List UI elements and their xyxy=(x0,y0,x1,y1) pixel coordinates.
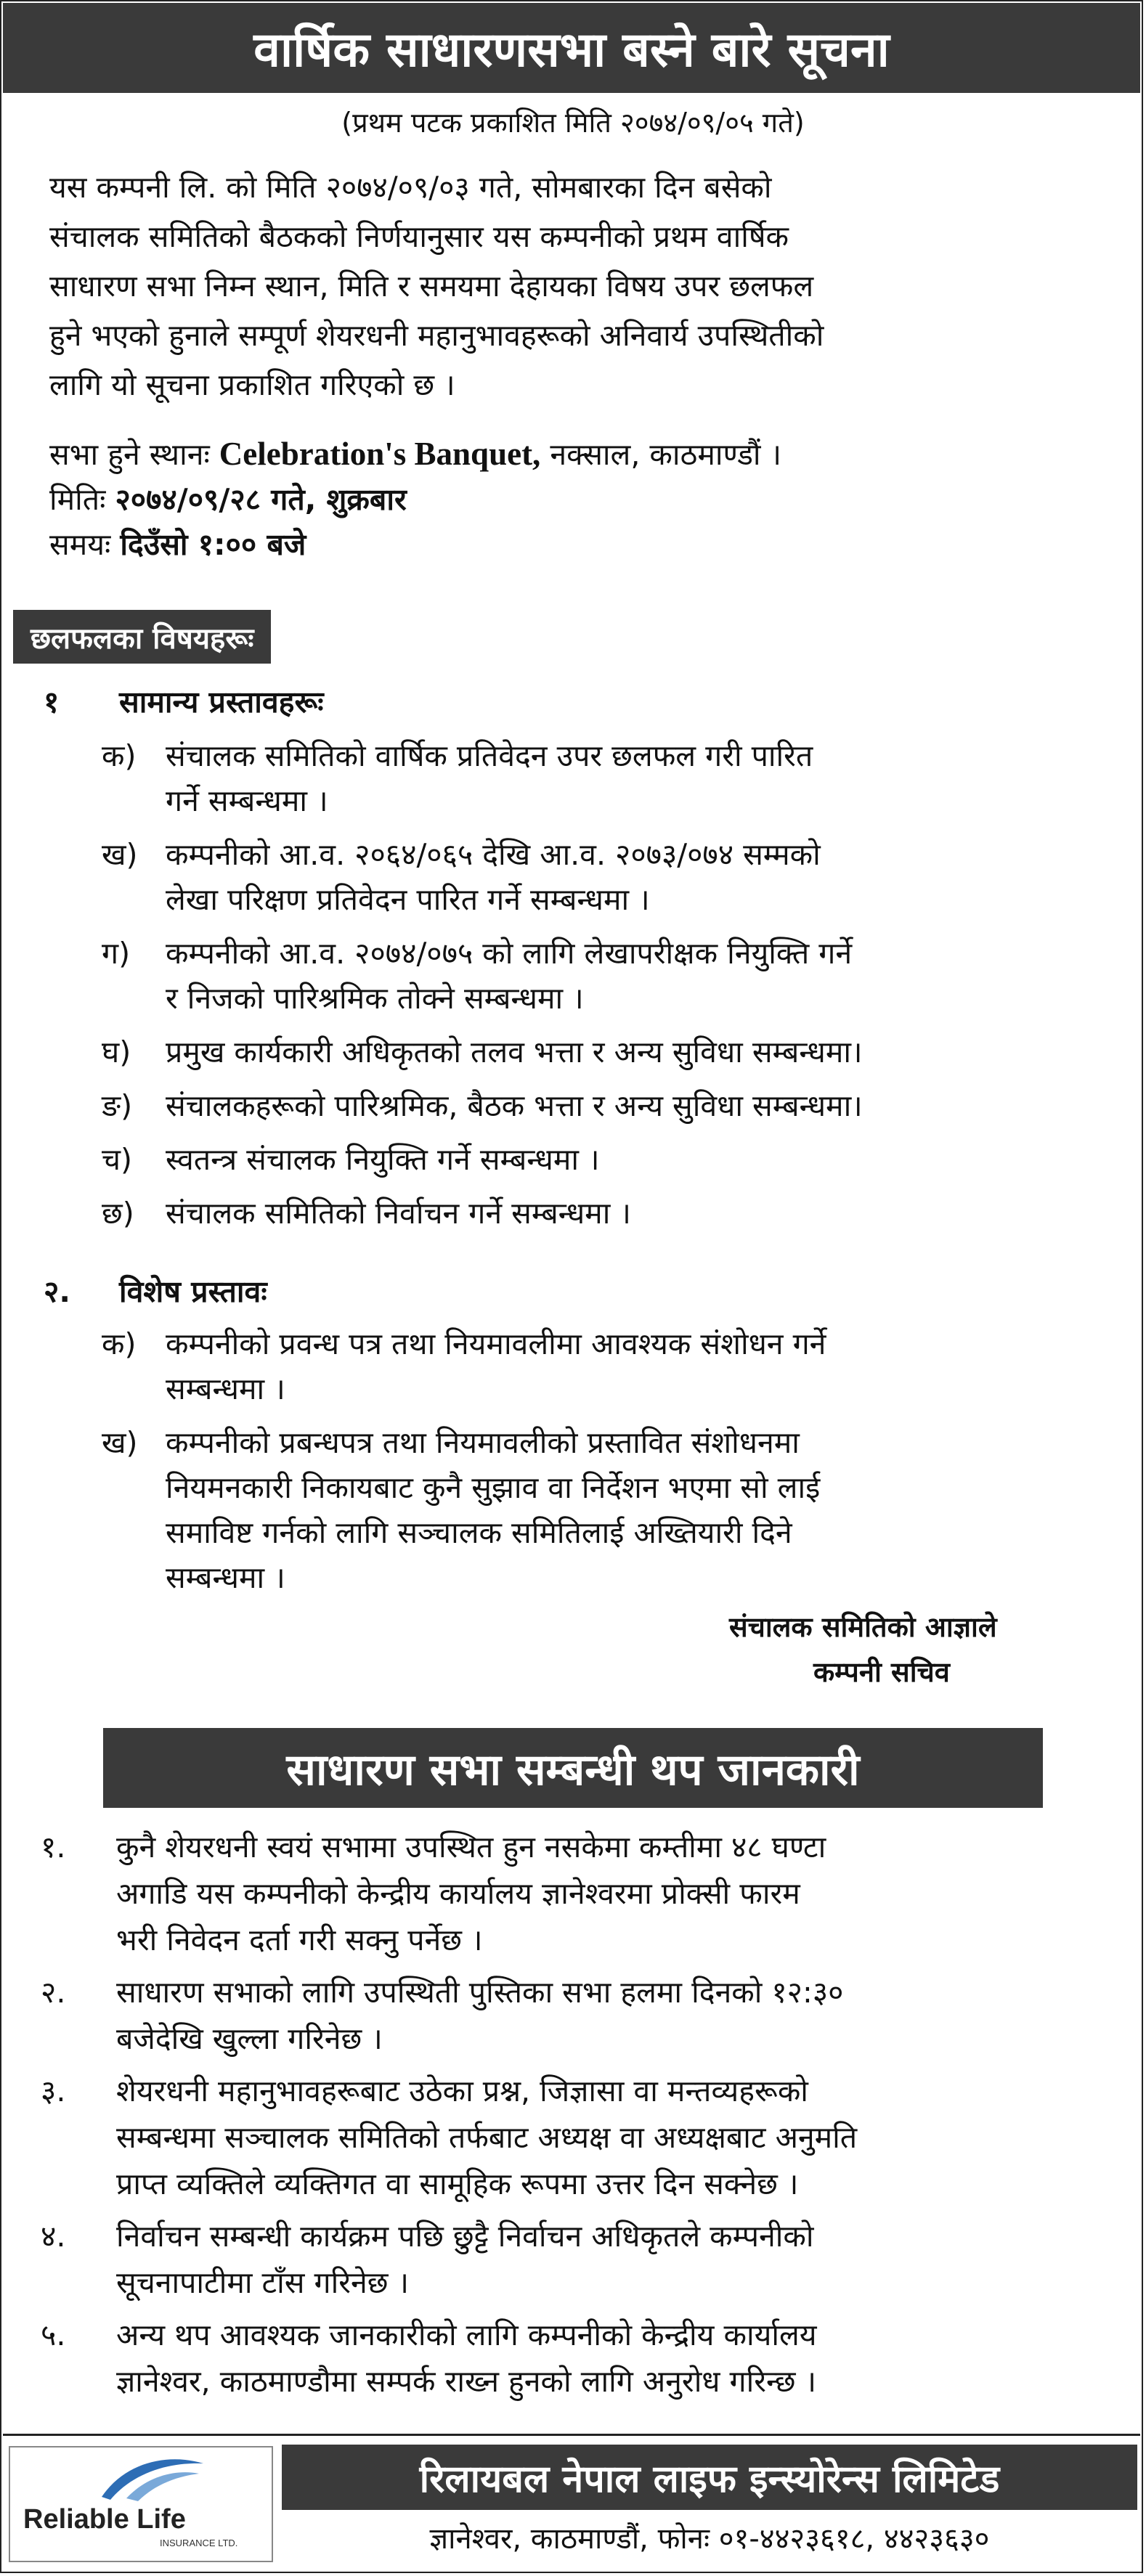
item-marker: छ) xyxy=(102,1196,134,1231)
section-title: विशेष प्रस्तावः xyxy=(119,1274,267,1309)
info-number: २. xyxy=(41,1975,66,2010)
agenda-item xyxy=(102,1191,1111,1236)
section-number: २. xyxy=(44,1274,70,1309)
notice-title-text: वार्षिक साधारणसभा बस्ने बारे सूचना xyxy=(253,22,890,78)
item-line: र निजको पारिश्रमिक तोक्ने सम्बन्धमा । xyxy=(166,981,584,1016)
info-item xyxy=(41,2068,1118,2207)
info-line: कुनै शेयरधनी स्वयं सभामा उपस्थित हुन नसकेमा कम्तीमा ४८ घण्टा xyxy=(116,1830,826,1864)
company-logo xyxy=(9,2446,273,2562)
logo-subtitle: INSURANCE LTD. xyxy=(160,2538,238,2548)
intro-line: संचालक समितिको बैठकको निर्णयानुसार यस कम्पनीको प्रथम वार्षिक xyxy=(49,219,789,254)
item-marker: क) xyxy=(102,738,137,773)
item-line: संचालक समितिको निर्वाचन गर्ने सम्बन्धमा । xyxy=(166,1196,631,1231)
item-line: सम्बन्धमा । xyxy=(166,1371,285,1406)
info-line: भरी निवेदन दर्ता गरी सक्नु पर्नेछ । xyxy=(116,1923,483,1957)
time-row xyxy=(49,522,1110,567)
time-value: दिउँसो १:०० बजे xyxy=(120,527,306,562)
signature-line-1: संचालक समितिको आज्ञाले xyxy=(729,1611,997,1643)
venue-label: सभा हुने स्थानः xyxy=(49,437,210,472)
item-line: नियमनकारी निकायबाट कुनै सुझाव वा निर्देशन भएमा सो लाई xyxy=(166,1470,821,1505)
section-title: सामान्य प्रस्तावहरूः xyxy=(119,685,324,720)
intro-line: हुने भएको हुनाले सम्पूर्ण शेयरधनी महानुभावहरूको अनिवार्य उपस्थितीको xyxy=(49,318,824,353)
info-heading xyxy=(103,1728,1043,1808)
footer xyxy=(3,2434,1140,2570)
company-address: ज्ञानेश्वर, काठमाण्डौं, फोनः ०१-४४२३६१८, ४४२३६३० xyxy=(429,2522,990,2556)
special-proposals-section xyxy=(44,1269,1111,1600)
item-line: कम्पनीको आ.व. २०७४/०७५ को लागि लेखापरीक्षक नियुक्ति गर्ने xyxy=(166,936,853,971)
first-published-note: (प्रथम पटक प्रकाशित मिति २०७४/०९/०५ गते) xyxy=(341,107,805,139)
venue-location: नक्साल, काठमाण्डौं । xyxy=(550,437,782,472)
venue-row xyxy=(49,431,1110,477)
agenda-item xyxy=(102,733,1111,823)
info-line: अगाडि यस कम्पनीको केन्द्रीय कार्यालय ज्ञानेश्वरमा प्रोक्सी फारम xyxy=(116,1876,800,1911)
info-line: निर्वाचन सम्बन्धी कार्यक्रम पछि छुट्टै निर्वाचन अधिकृतले कम्पनीको xyxy=(116,2219,814,2254)
agenda-item xyxy=(102,1420,1111,1600)
date-value: २०७४/०९/२८ गते, शुक्रबार xyxy=(115,482,407,517)
info-line: सूचनापाटीमा टाँस गरिनेछ । xyxy=(116,2265,410,2300)
notice-title xyxy=(3,3,1140,93)
info-line: सम्बन्धमा सञ्चालक समितिको तर्फबाट अध्यक्ष वा अध्यक्षबाट अनुमति xyxy=(116,2120,858,2155)
company-name: रिलायबल नेपाल लाइफ इन्स्योरेन्स लिमिटेड xyxy=(419,2457,1000,2501)
info-number: १. xyxy=(41,1830,66,1864)
intro-paragraph xyxy=(49,163,1110,409)
item-marker: ङ) xyxy=(102,1088,133,1123)
info-number: ३. xyxy=(41,2074,66,2108)
item-line: संचालकहरूको पारिश्रमिक, बैठक भत्ता र अन्य सुविधा सम्बन्धमा। xyxy=(166,1088,863,1123)
info-line: साधारण सभाको लागि उपस्थिती पुस्तिका सभा हलमा दिनको १२:३० xyxy=(116,1975,844,2010)
item-line: समाविष्ट गर्नको लागि सञ्चालक समितिलाई अख्तियारी दिने xyxy=(166,1515,792,1550)
info-line: बजेदेखि खुल्ला गरिनेछ । xyxy=(116,2021,383,2056)
time-label: समयः xyxy=(49,527,111,562)
info-line: प्राप्त व्यक्तिले व्यक्तिगत वा सामूहिक रूपमा उत्तर दिन सक्नेछ । xyxy=(116,2167,799,2201)
section-number: १ xyxy=(44,685,60,720)
item-line: संचालक समितिको वार्षिक प्रतिवेदन उपर छलफल गरी पारित xyxy=(166,738,813,773)
intro-line: साधारण सभा निम्न स्थान, मिति र समयमा देहायका विषय उपर छलफल xyxy=(49,269,814,303)
item-line: कम्पनीको प्रबन्धपत्र तथा नियमावलीको प्रस्तावित संशोधनमा xyxy=(166,1425,800,1460)
item-marker: ग) xyxy=(102,936,131,971)
item-line: सम्बन्धमा । xyxy=(166,1560,285,1595)
logo-name: Reliable Life xyxy=(23,2504,186,2535)
company-name-bar xyxy=(282,2445,1137,2510)
agenda-item xyxy=(102,1321,1111,1411)
agenda-item xyxy=(102,1137,1111,1182)
intro-line: लागि यो सूचना प्रकाशित गरिएको छ । xyxy=(49,367,455,402)
date-label: मितिः xyxy=(49,482,106,517)
section-heading xyxy=(44,1269,1111,1313)
item-marker: च) xyxy=(102,1142,133,1177)
logo-swoosh-icon xyxy=(97,2453,206,2504)
info-heading-text: साधारण सभा सम्बन्धी थप जानकारी xyxy=(286,1745,860,1796)
additional-info-list xyxy=(41,1824,1118,2405)
info-item xyxy=(41,2213,1118,2306)
general-proposals-section xyxy=(44,680,1111,1236)
item-marker: ख) xyxy=(102,1425,138,1460)
item-line: लेखा परिक्षण प्रतिवेदन पारित गर्ने सम्बन्धमा । xyxy=(166,882,650,917)
agenda-item xyxy=(102,931,1111,1021)
item-line: प्रमुख कार्यकारी अधिकृतको तलव भत्ता र अन्य सुविधा सम्बन्धमा। xyxy=(166,1035,863,1069)
section-heading xyxy=(44,680,1111,723)
agenda-item xyxy=(102,832,1111,922)
info-line: अन्य थप आवश्यक जानकारीको लागि कम्पनीको केन्द्रीय कार्यालय xyxy=(116,2318,817,2352)
info-line: शेयरधनी महानुभावहरूबाट उठेका प्रश्न, जिज्ञासा वा मन्तव्यहरूको xyxy=(116,2074,808,2108)
agenda-heading: छलफलका विषयहरूः xyxy=(13,610,271,664)
item-line: गर्ने सम्बन्धमा । xyxy=(166,783,328,818)
intro-line: यस कम्पनी लि. को मिति २०७४/०९/०३ गते, सोमबारका दिन बसेको xyxy=(49,170,772,205)
agenda-item xyxy=(102,1030,1111,1075)
info-line: ज्ञानेश्वर, काठमाण्डौमा सम्पर्क राख्न हुनको लागि अनुरोध गरिन्छ । xyxy=(116,2364,817,2399)
info-item xyxy=(41,1824,1118,1963)
item-line: कम्पनीको आ.व. २०६४/०६५ देखि आ.व. २०७३/०७४ सम्मको xyxy=(166,837,821,872)
info-item xyxy=(41,2312,1118,2405)
item-line: स्वतन्त्र संचालक नियुक्ति गर्ने सम्बन्धमा । xyxy=(166,1142,600,1177)
meeting-details xyxy=(49,431,1110,567)
item-marker: क) xyxy=(102,1326,137,1361)
item-marker: घ) xyxy=(102,1035,131,1069)
agenda-item xyxy=(102,1083,1111,1128)
info-item xyxy=(41,1969,1118,2062)
info-number: ५. xyxy=(41,2318,66,2352)
date-row xyxy=(49,477,1110,522)
info-number: ४. xyxy=(41,2219,66,2254)
item-marker: ख) xyxy=(102,837,138,872)
signature-line-2: कम्पनी सचिव xyxy=(813,1656,950,1688)
item-line: कम्पनीको प्रवन्ध पत्र तथा नियमावलीमा आवश्यक संशोधन गर्ने xyxy=(166,1326,826,1361)
venue-name: Celebration's Banquet, xyxy=(219,436,541,472)
